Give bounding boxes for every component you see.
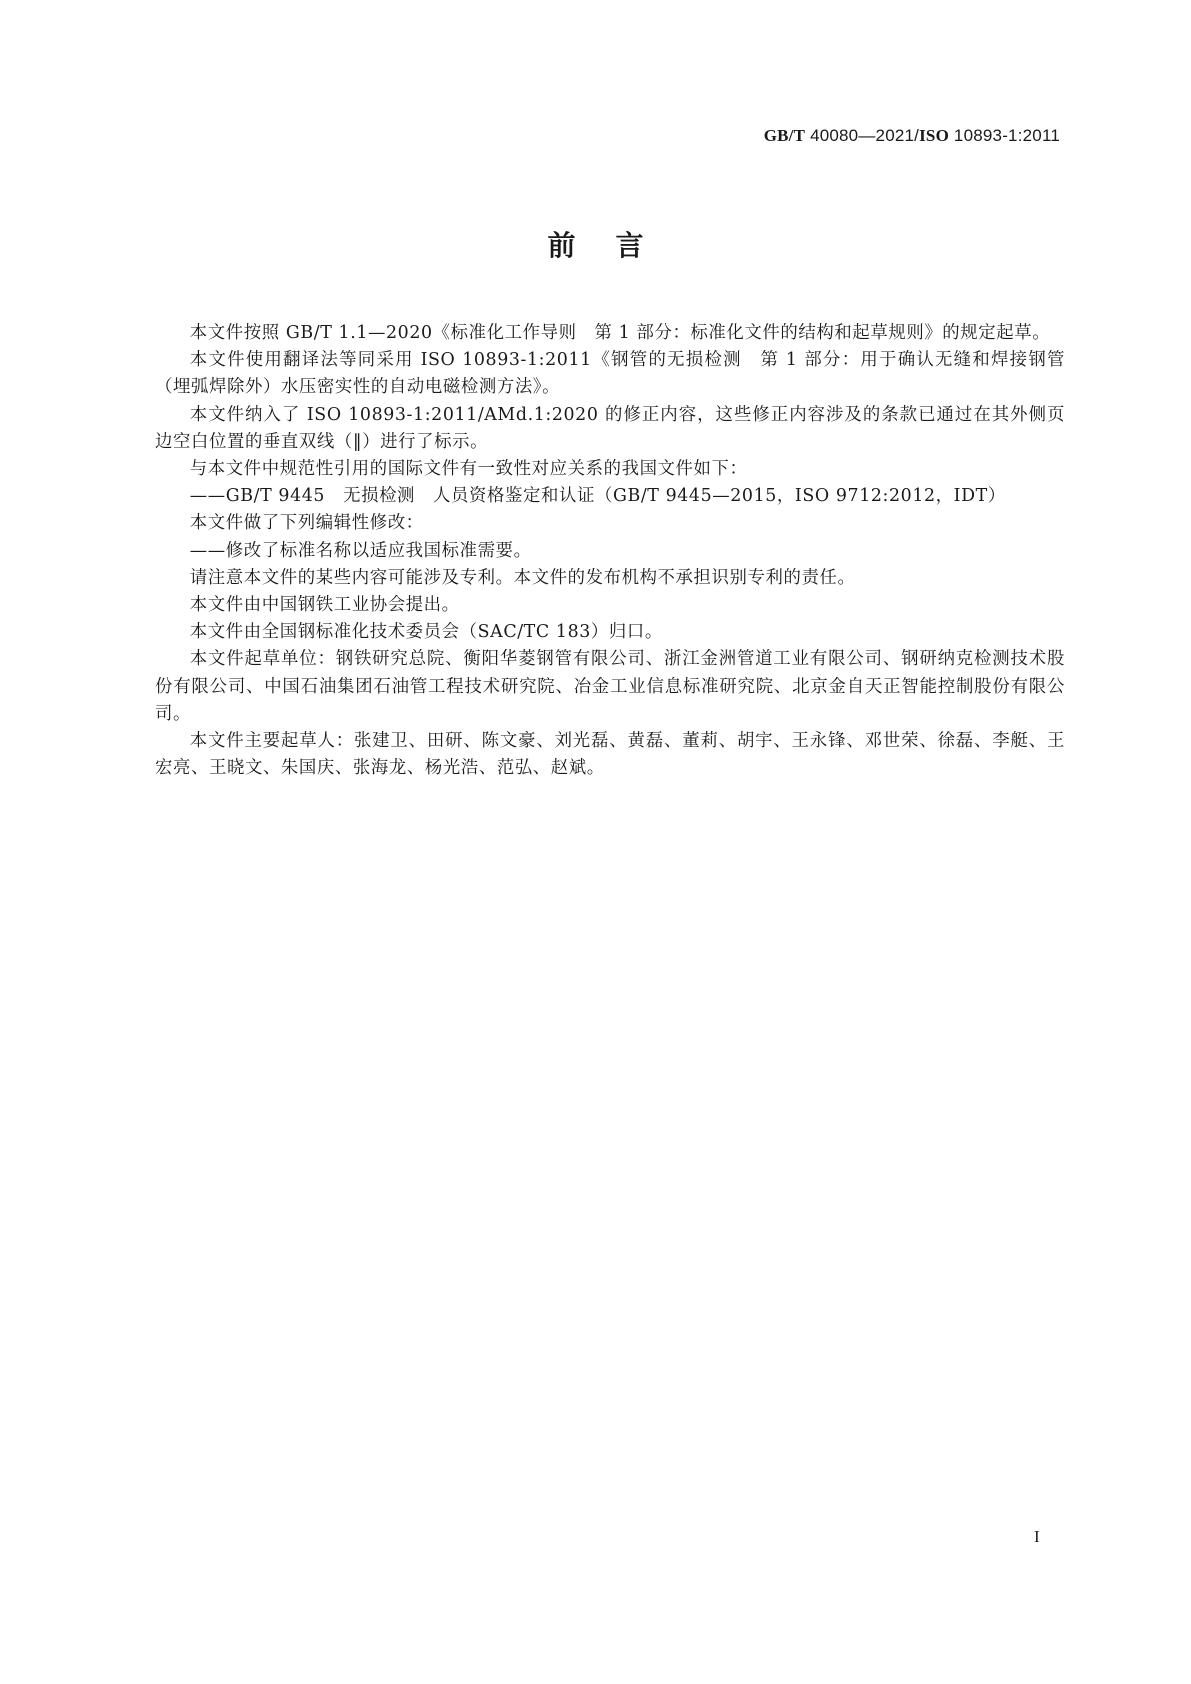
iso-number: 10893-1:2011 — [949, 126, 1060, 145]
paragraph-drafters: 本文件主要起草人：张建卫、田研、陈文豪、刘光磊、黄磊、董莉、胡宇、王永锋、邓世荣、徐磊、李艇、王宏亮、王晓文、朱国庆、张海龙、杨光浩、范弘、赵斌。 — [155, 731, 1065, 779]
paragraph-centralized-by: 本文件由全国钢标准化技术委员会（SAC/TC 183）归口。 — [189, 622, 663, 643]
list-item-title-change: ——修改了标准名称以适应我国标准需要。 — [189, 540, 532, 561]
paragraph-editorial-changes: 本文件做了下列编辑性修改： — [189, 513, 424, 534]
paragraph-drafting-rules: 本文件按照 GB/T 1.1—2020《标准化工作导则 第 1 部分：标准化文件的结构和起草规则》的规定起草。 — [189, 323, 1051, 343]
paragraph-patent-notice: 请注意本文件的某些内容可能涉及专利。本文件的发布机构不承担识别专利的责任。 — [189, 567, 856, 588]
page-number: I — [1034, 1527, 1040, 1546]
paragraph-drafting-units: 本文件起草单位：钢铁研究总院、衡阳华菱钢管有限公司、浙江金洲管道工业有限公司、钢研纳克检测技术股份有限公司、中国石油集团石油管工程技术研究院、冶金工业信息标准研究院、北京金自天正智能控制股份有限公司。 — [155, 649, 1065, 724]
list-item-gbt-9445: ——GB/T 9445 无损检测 人员资格鉴定和认证（GB/T 9445—2015，ISO 9712:2012，IDT） — [189, 486, 1006, 507]
paragraph-normative-references: 与本文件中规范性引用的国际文件有一致性对应关系的我国文件如下： — [189, 459, 748, 480]
standard-designation-header — [764, 126, 1060, 146]
paragraph-proposed-by: 本文件由中国钢铁工业协会提出。 — [189, 595, 460, 616]
iso-prefix: ISO — [919, 126, 949, 145]
standard-prefix: GB/T — [763, 126, 806, 145]
paragraph-translation-method: 本文件使用翻译法等同采用 ISO 10893-1:2011《钢管的无损检测 第 1 部分：用于确认无缝和焊接钢管（埋弧焊除外）水压密实性的自动电磁检测方法》。 — [155, 350, 1065, 398]
page-title: 前言 — [547, 229, 684, 262]
foreword-body — [155, 320, 1065, 782]
standard-number: 40080—2021/ — [805, 126, 920, 145]
paragraph-amendment: 本文件纳入了 ISO 10893-1:2011/AMd.1:2020 的修正内容，这些修正内容涉及的条款已通过在其外侧页边空白位置的垂直双线（‖）进行了标示。 — [155, 404, 1065, 452]
